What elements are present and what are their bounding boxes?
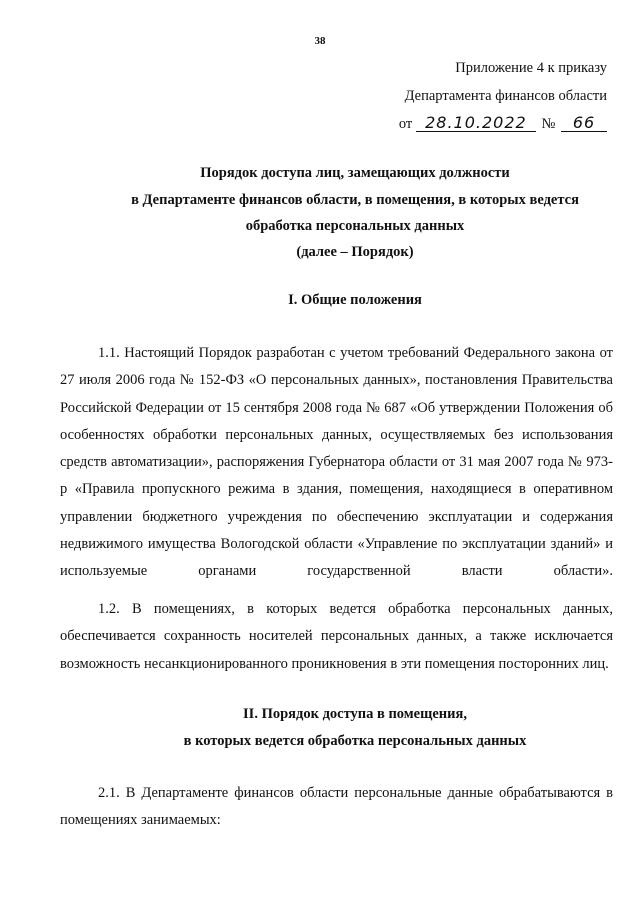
paragraph-2-1: 2.1. В Департаменте финансов области персональные данные обрабатываются в помещениях занимаемых:: [60, 785, 613, 829]
handwritten-number: 66: [561, 115, 607, 132]
paragraph-1-2: 1.2. В помещениях, в которых ведется обработка персональных данных, обеспечивается сохранность носителей персональных данных, а также исключается возможность несанкционированного проникновения в эти помещения посторонних лиц.: [60, 601, 613, 672]
document-title-line-2: в Департаменте финансов области, в помещения, в которых ведется: [131, 192, 579, 208]
document-title-line-3: обработка персональных данных: [245, 218, 465, 234]
page-number: 38: [314, 35, 326, 47]
number-sign: №: [541, 116, 556, 132]
section-2-heading-line-1: II. Порядок доступа в помещения,: [243, 706, 467, 722]
attachment-line-1: Приложение 4 к приказу: [455, 60, 607, 76]
document-title-line-4: (далее – Порядок): [296, 244, 414, 260]
section-2-heading-line-2: в которых ведется обработка персональных данных: [183, 733, 527, 749]
attachment-date-line: [399, 115, 607, 133]
attachment-line-2: Департамента финансов области: [404, 88, 607, 104]
document-title-line-1: Порядок доступа лиц, замещающих должности: [200, 165, 510, 181]
section-1-heading: I. Общие положения: [288, 292, 422, 308]
paragraph-1-1: 1.1. Настоящий Порядок разработан с учетом требований Федерального закона от 27 июля 2006 года № 152-ФЗ «О персональных данных», постановления Правительства Российской Федерации от 15 сентября 2008 года № 687 «Об утверждении Положения об особенностях обработки персональных данных, осуществляемых без использования средств автоматизации», распоряжения Губернатора области от 31 мая 2007 года № 973-р «Правила пропускного режима в здания, помещения, находящиеся в оперативном управлении бюджетного учреждения по обеспечению эксплуатации и содержания недвижимого имущества Вологодской области «Управление по эксплуатации зданий» и используемые органами государственной власти области».: [60, 345, 613, 580]
handwritten-date: 28.10.2022: [416, 115, 536, 132]
date-prefix: от: [398, 116, 413, 132]
